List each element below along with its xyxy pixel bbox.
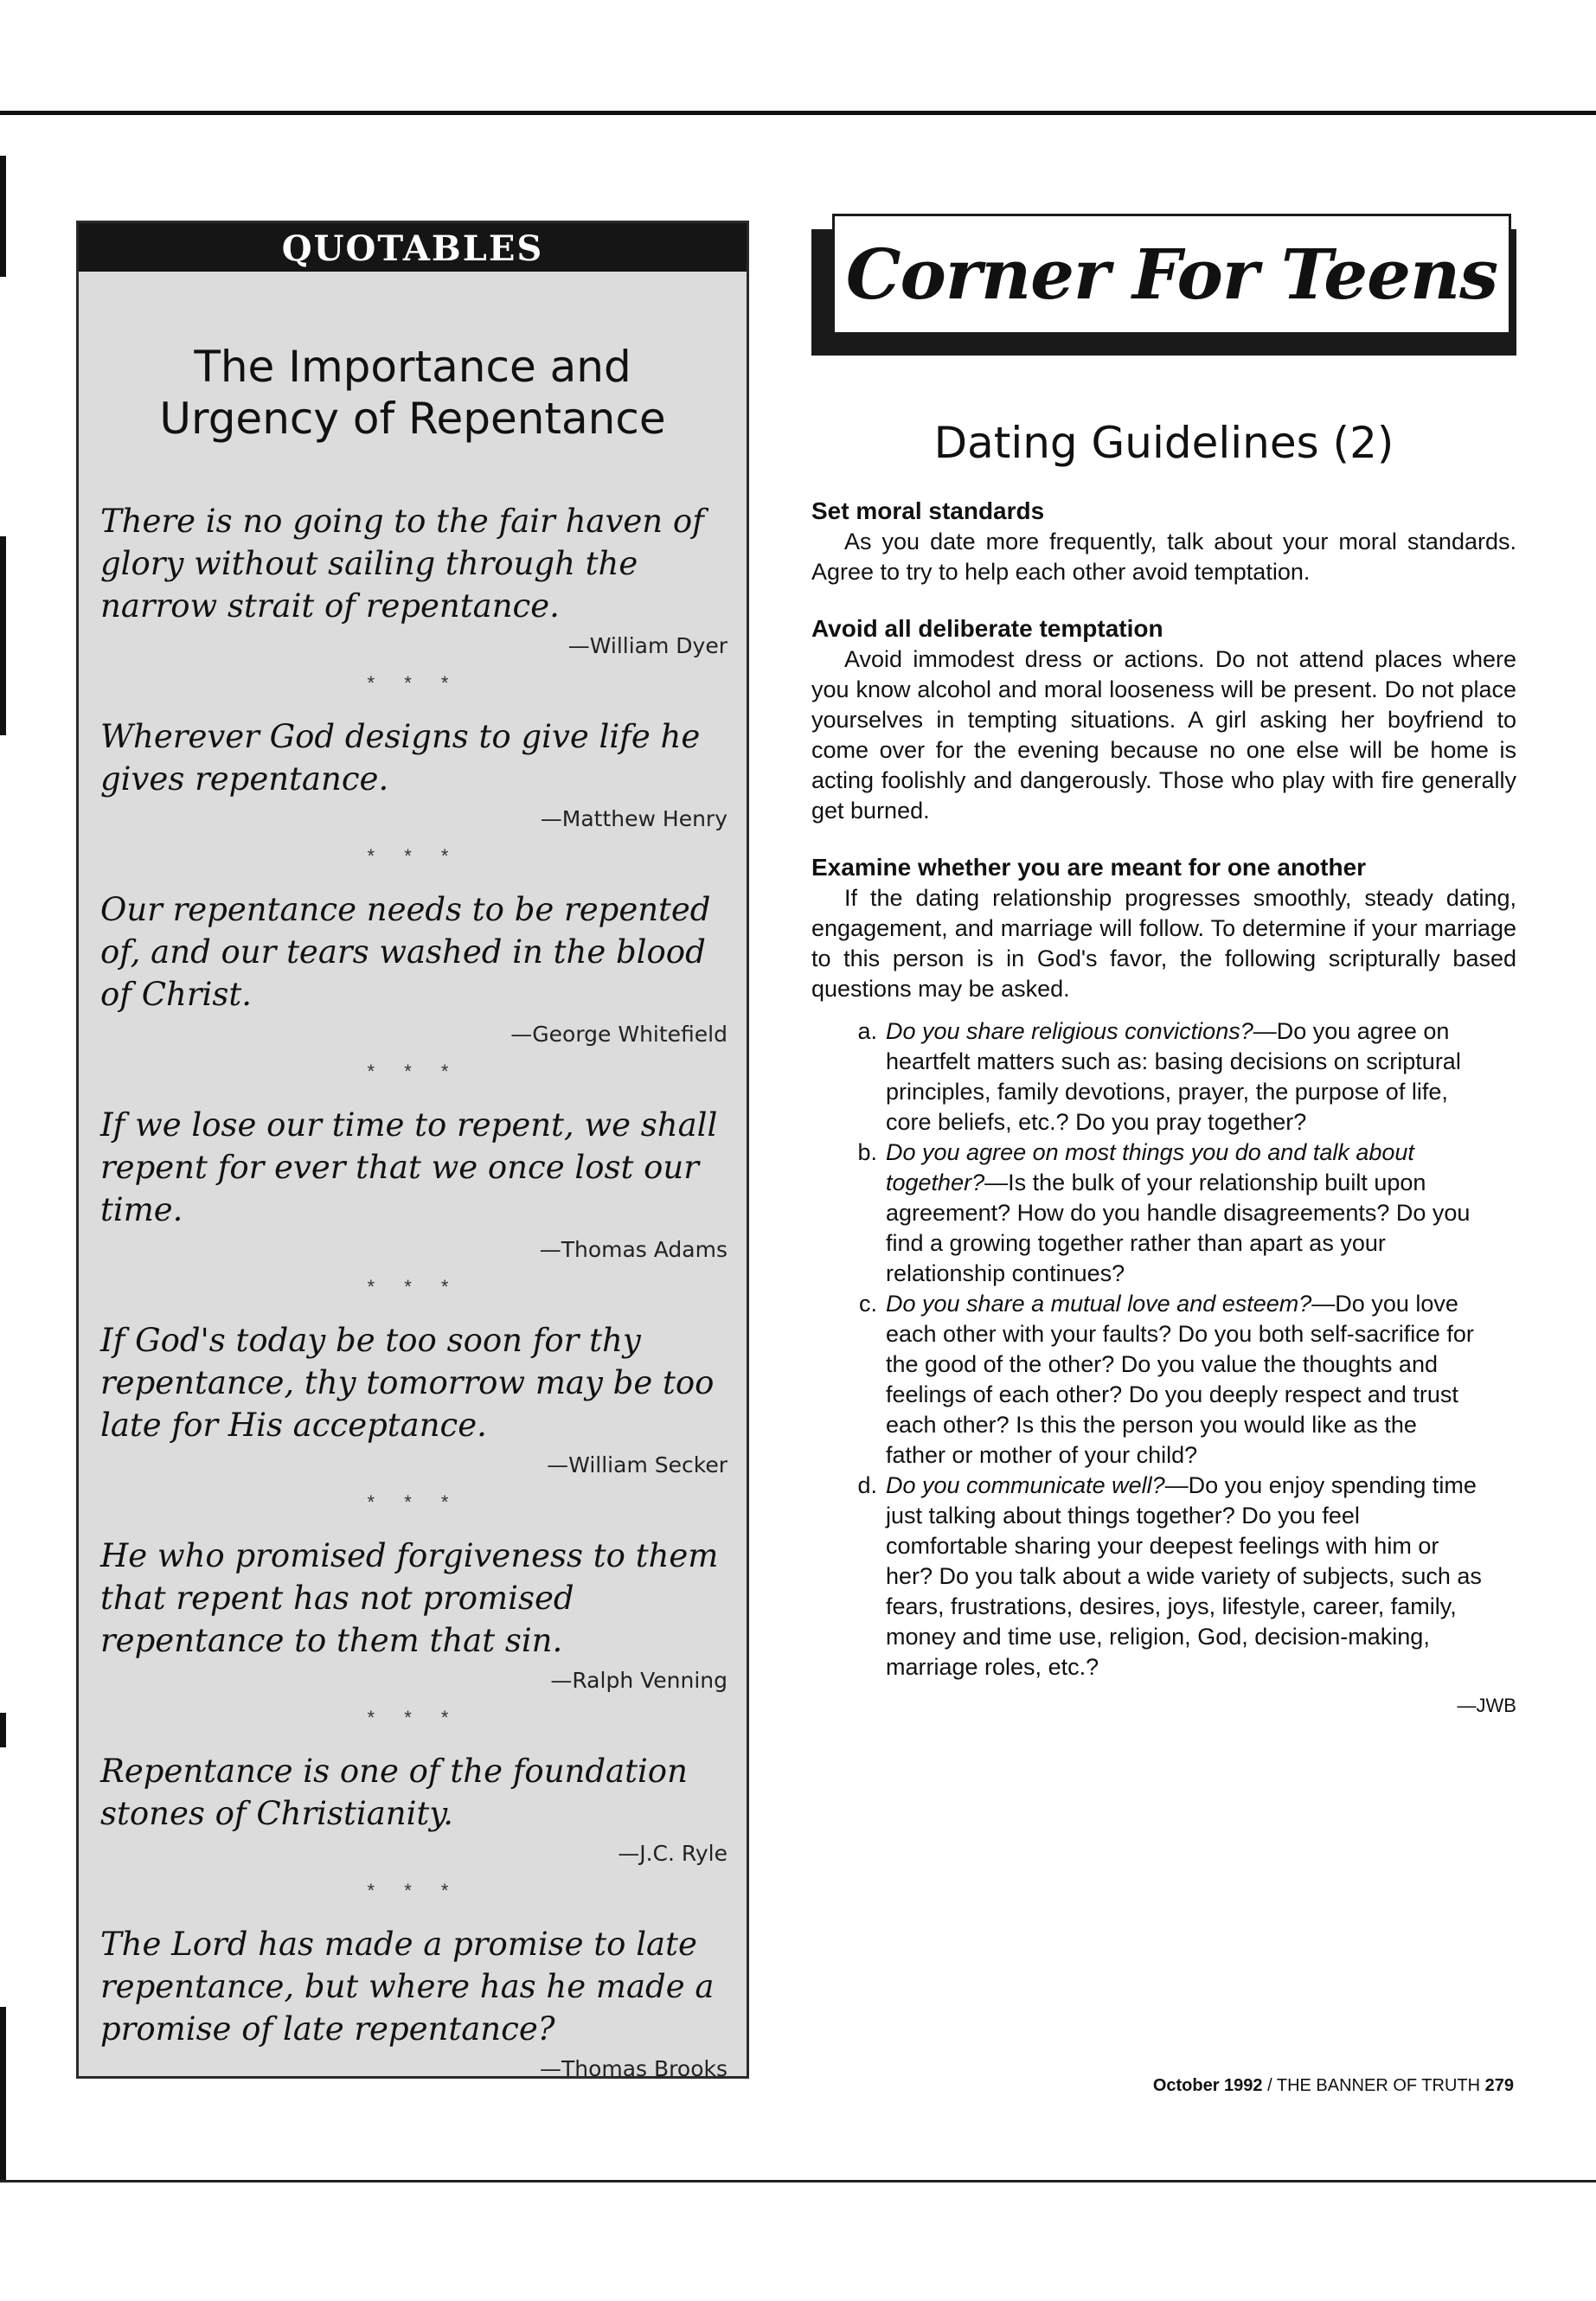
page-footer (865, 2076, 1514, 2096)
quote-author: —William Secker (547, 1452, 727, 1477)
question-body (886, 1471, 1483, 1682)
author-signature: —JWB (1457, 1695, 1516, 1716)
article-section (811, 496, 1516, 587)
question-item (811, 1016, 1516, 1138)
question-text: Do you share a mutual love and esteem? (886, 1291, 1312, 1317)
quote (100, 1104, 727, 1264)
article-body (811, 496, 1516, 1719)
top-rule (0, 111, 1596, 115)
scan-edge (0, 2007, 6, 2180)
quote-list (100, 500, 727, 2083)
question-body (886, 1289, 1483, 1471)
question-answer: —Do you enjoy spending time just talking about things together? Do you feel comfortable sharing your deepest feelings with him or her? Do you talk about a wide variety of subjects, such as fears, frustrations, desires, joys, lifestyle, career, family, money and time use, religion, God, decision-making, marriage roles, etc.? (886, 1472, 1482, 1680)
quote-text: If we lose our time to repent, we shall repent for ever that we once lost our time. (100, 1106, 718, 1228)
quote (100, 500, 727, 660)
quotables-banner: QUOTABLES (79, 223, 747, 272)
section-body: Avoid immodest dress or actions. Do not attend places where you know alcohol and moral looseness will be present. Do not place yourselves in tempting situations. A girl asking her boyfriend to come over for the evening because no one else will be home is acting foolishly and dangerously. Those who play with fire generally get burned. (811, 646, 1516, 824)
question-text: Do you share religious convictions? (886, 1018, 1253, 1044)
quote (100, 1923, 727, 2083)
question-letter: a. (857, 1018, 877, 1044)
quote-text: Wherever God designs to give life he gives repentance. (100, 718, 701, 798)
section-body: As you date more frequently, talk about your moral standards. Agree to try to help each other avoid temptation. (811, 529, 1516, 585)
question-item (811, 1289, 1516, 1471)
quote-author: —Ralph Venning (550, 1668, 727, 1693)
stars-divider: * * * (367, 672, 461, 694)
question-body (886, 1138, 1483, 1289)
quote-text: Our repentance needs to be repented of, and our tears washed in the blood of Christ. (100, 891, 711, 1013)
quote (100, 1535, 727, 1695)
section-heading: Avoid all deliberate temptation (811, 615, 1163, 642)
stars-divider: * * * (367, 845, 461, 867)
question-answer: —Do you love each other with your faults? Do you both self-sacrifice for the good of the other? Do you value the thoughts and feelings of each other? Do you deeply respect and trust each other? Is this the person you would like as the father or mother of your child? (886, 1291, 1474, 1468)
article-section (811, 613, 1516, 826)
question-letter: d. (857, 1472, 877, 1498)
section-body: If the dating relationship progresses smoothly, steady dating, engagement, and marriage will follow. To determine if your marriage to this person is in God's favor, the following scripturally based questions may be asked. (811, 885, 1516, 1002)
article-title: Dating Guidelines (2) (933, 418, 1394, 468)
teens-header-title: Corner For Teens (832, 214, 1511, 335)
question-text: Do you communicate well? (886, 1472, 1165, 1498)
bottom-rule (0, 2180, 1596, 2182)
quote (100, 715, 727, 833)
question-letter: c. (858, 1291, 877, 1317)
quote-author: —George Whitefield (510, 1022, 727, 1047)
question-list (811, 1016, 1516, 1682)
quote-author: —William Dyer (567, 633, 727, 658)
section-heading: Examine whether you are meant for one another (811, 854, 1367, 881)
article-section (811, 852, 1516, 1004)
question-answer: —Do you agree on heartfelt matters such as: basing decisions on scriptural principles, family devotions, prayer, the purpose of life, core beliefs, etc.? Do you pray together? (886, 1018, 1461, 1135)
quote-author: —Thomas Adams (539, 1237, 727, 1262)
quotables-title: The Importance and Urgency of Repentance (159, 342, 666, 444)
quote-text: There is no going to the fair haven of glory without sailing through the narrow strait of repentance. (100, 503, 704, 625)
scan-edge (0, 156, 6, 277)
stars-divider: * * * (367, 1061, 461, 1082)
quote-author: —Matthew Henry (540, 806, 727, 831)
teens-header (811, 214, 1516, 356)
page-number: 279 (1484, 2076, 1514, 2095)
question-text: Do you agree on most things you do and talk about together? (886, 1139, 1414, 1195)
quote-author: —Thomas Brooks (539, 2056, 727, 2081)
scan-edge (0, 536, 6, 735)
section-heading: Set moral standards (811, 497, 1045, 524)
stars-divider: * * * (367, 1276, 461, 1298)
footer-date: October 1992 (1152, 2076, 1263, 2095)
question-item (811, 1138, 1516, 1289)
footer-publication: / THE BANNER OF TRUTH (1267, 2076, 1481, 2095)
stars-divider: * * * (367, 1707, 461, 1728)
scan-edge (0, 1713, 6, 1747)
quote (100, 1319, 727, 1479)
quote-text: Repentance is one of the foundation stones of Christianity. (100, 1753, 688, 1832)
quote (100, 888, 727, 1048)
quote-author: —J.C. Ryle (618, 1841, 727, 1866)
question-letter: b. (857, 1139, 877, 1165)
quotables-box (76, 221, 749, 2079)
stars-divider: * * * (367, 1880, 461, 1901)
question-item (811, 1471, 1516, 1682)
question-body (886, 1016, 1483, 1138)
quote-text: If God's today be too soon for thy repentance, thy tomorrow may be too late for His acceptance. (100, 1322, 715, 1444)
quote (100, 1750, 727, 1868)
stars-divider: * * * (367, 1491, 461, 1513)
question-answer: —Is the bulk of your relationship built upon agreement? How do you handle disagreements? Do you find a growing together rather than apart as your relationship continues? (886, 1170, 1471, 1286)
quote-text: The Lord has made a promise to late repentance, but where has he made a promise of late repentance? (100, 1926, 715, 2048)
quote-text: He who promised forgiveness to them that repent has not promised repentance to them that sin. (100, 1537, 719, 1659)
